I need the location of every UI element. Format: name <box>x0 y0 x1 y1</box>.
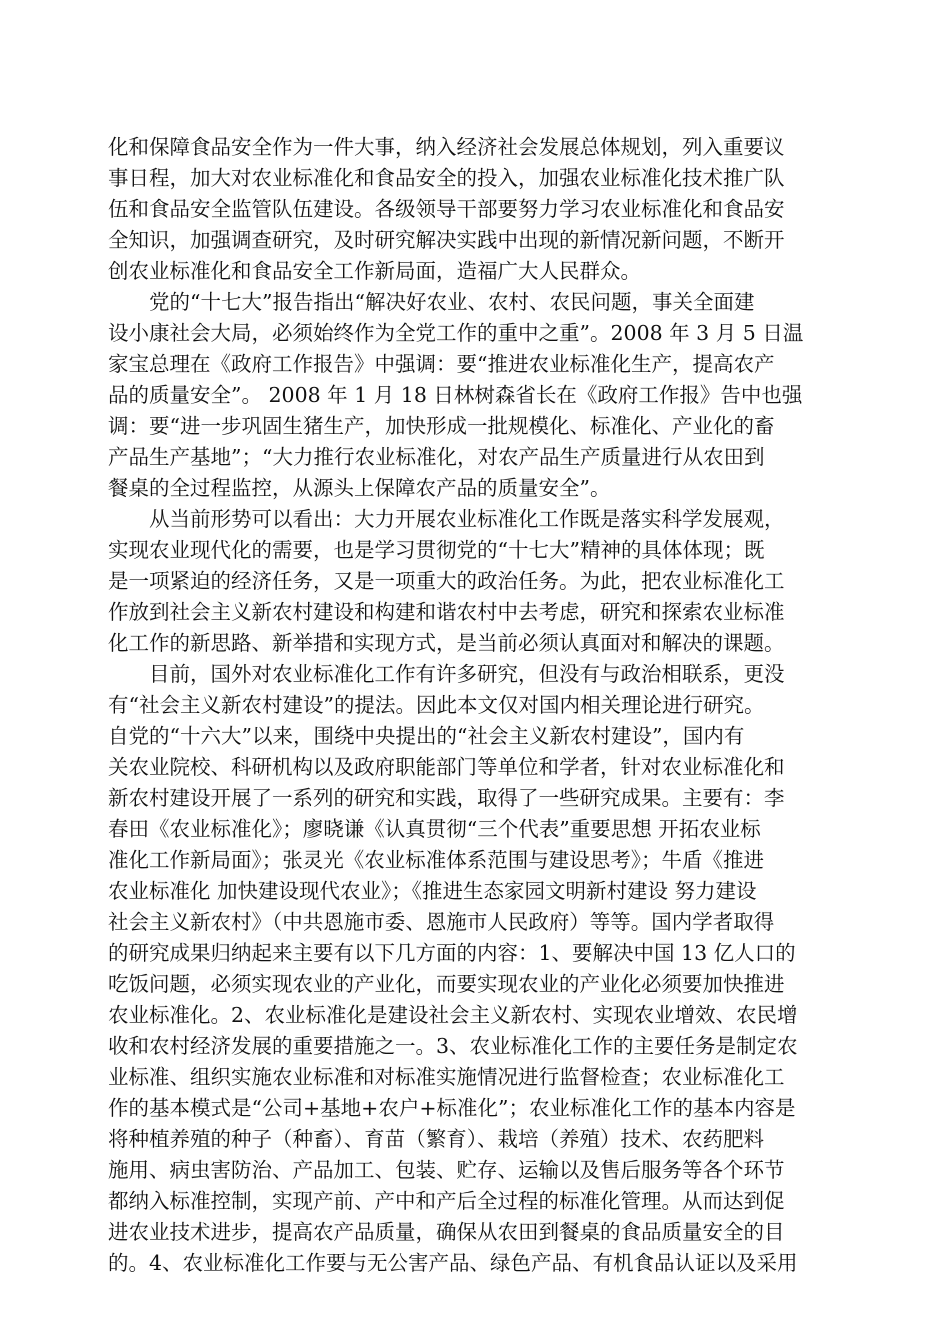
text-line: 调：要“进一步巩固生猪生产，加快形成一批规模化、标准化、产业化的畜 <box>108 414 775 438</box>
text-line: 有“社会主义新农村建设”的提法。因此本文仅对国内相关理论进行研究。 <box>108 693 765 717</box>
text-line: 产品生产基地”；“大力推行农业标准化，对农产品生产质量进行从农田到 <box>108 445 765 469</box>
text-line: 设小康社会大局，必须始终作为全党工作的重中之重”。2008 年 3 月 5 日温 <box>108 321 804 345</box>
text-line: 作放到社会主义新农村建设和构建和谐农村中去考虑，研究和探索农业标准 <box>108 600 785 624</box>
text-line: 准化工作新局面》；张灵光《农业标准体系范围与建设思考》；牛盾《推进 <box>108 848 764 872</box>
paragraph <box>108 287 848 504</box>
text-line: 社会主义新农村》（中共恩施市委、恩施市人民政府）等等。国内学者取得 <box>108 910 775 934</box>
text-line: 农业标准化。2、农业标准化是建设社会主义新农村、实现农业增效、农民增 <box>108 1003 798 1027</box>
text-line: 春田《农业标准化》；廖晓谦《认真贯彻“三个代表”重要思想 开拓农业标 <box>108 817 761 841</box>
text-line: 化和保障食品安全作为一件大事，纳入经济社会发展总体规划，列入重要议 <box>108 135 785 159</box>
text-line: 伍和食品安全监管队伍建设。各级领导干部要努力学习农业标准化和食品安 <box>108 197 785 221</box>
text-line: 关农业院校、科研机构以及政府职能部门等单位和学者，针对农业标准化和 <box>108 755 785 779</box>
text-line: 化工作的新思路、新举措和实现方式，是当前必须认真面对和解决的课题。 <box>108 631 785 655</box>
text-line: 创农业标准化和食品安全工作新局面，造福广大人民群众。 <box>108 259 641 283</box>
paragraph <box>108 504 848 659</box>
text-line: 品的质量安全”。 2008 年 1 月 18 日林树森省长在《政府工作报》告中也强 <box>108 383 803 407</box>
text-line: 自党的“十六大”以来，围绕中央提出的“社会主义新农村建设”，国内有 <box>108 724 745 748</box>
text-line: 从当前形势可以看出：大力开展农业标准化工作既是落实科学发展观， <box>108 507 785 531</box>
text-line: 党的“十七大”报告指出“解决好农业、农村、农民问题，事关全面建 <box>108 290 755 314</box>
text-line: 事日程，加大对农业标准化和食品安全的投入，加强农业标准化技术推广队 <box>108 166 785 190</box>
text-line: 吃饭问题，必须实现农业的产业化，而要实现农业的产业化必须要加快推进 <box>108 972 785 996</box>
text-line: 将种植养殖的种子（种畜）、育苗（繁育）、栽培（养殖）技术、农药肥料 <box>108 1127 764 1151</box>
paragraph <box>108 659 848 1279</box>
text-line: 都纳入标准控制，实现产前、产中和产后全过程的标准化管理。从而达到促 <box>108 1189 785 1213</box>
text-line: 的研究成果归纳起来主要有以下几方面的内容：1、要解决中国 13 亿人口的 <box>108 941 796 965</box>
text-line: 新农村建设开展了一系列的研究和实践，取得了一些研究成果。主要有：李 <box>108 786 785 810</box>
text-line: 施用、病虫害防治、产品加工、包装、贮存、运输以及售后服务等各个环节 <box>108 1158 785 1182</box>
text-line: 餐桌的全过程监控，从源头上保障农产品的质量安全”。 <box>108 476 611 500</box>
text-line: 是一项紧迫的经济任务，又是一项重大的政治任务。为此，把农业标准化工 <box>108 569 785 593</box>
text-line: 实现农业现代化的需要，也是学习贯彻党的“十七大”精神的具体体现；既 <box>108 538 765 562</box>
text-line: 作的基本模式是“公司+基地+农户+标准化”；农业标准化工作的基本内容是 <box>108 1096 796 1120</box>
text-line: 业标准、组织实施农业标准和对标准实施情况进行监督检查；农业标准化工 <box>108 1065 785 1089</box>
text-line: 的。4、农业标准化工作要与无公害产品、绿色产品、有机食品认证以及采用 <box>108 1251 798 1275</box>
text-line: 全知识，加强调查研究，及时研究解决实践中出现的新情况新问题，不断开 <box>108 228 785 252</box>
text-line: 农业标准化 加快建设现代农业》；《推进生态家园文明新村建设 努力建设 <box>108 879 757 903</box>
text-line: 家宝总理在《政府工作报告》中强调：要“推进农业标准化生产，提高农产 <box>108 352 775 376</box>
text-line: 目前，国外对农业标准化工作有许多研究，但没有与政治相联系，更没 <box>108 662 785 686</box>
text-line: 收和农村经济发展的重要措施之一。3、农业标准化工作的主要任务是制定农 <box>108 1034 798 1058</box>
paragraph <box>108 132 848 287</box>
body-text <box>108 132 848 1279</box>
text-line: 进农业技术进步，提高农产品质量，确保从农田到餐桌的食品质量安全的目 <box>108 1220 785 1244</box>
